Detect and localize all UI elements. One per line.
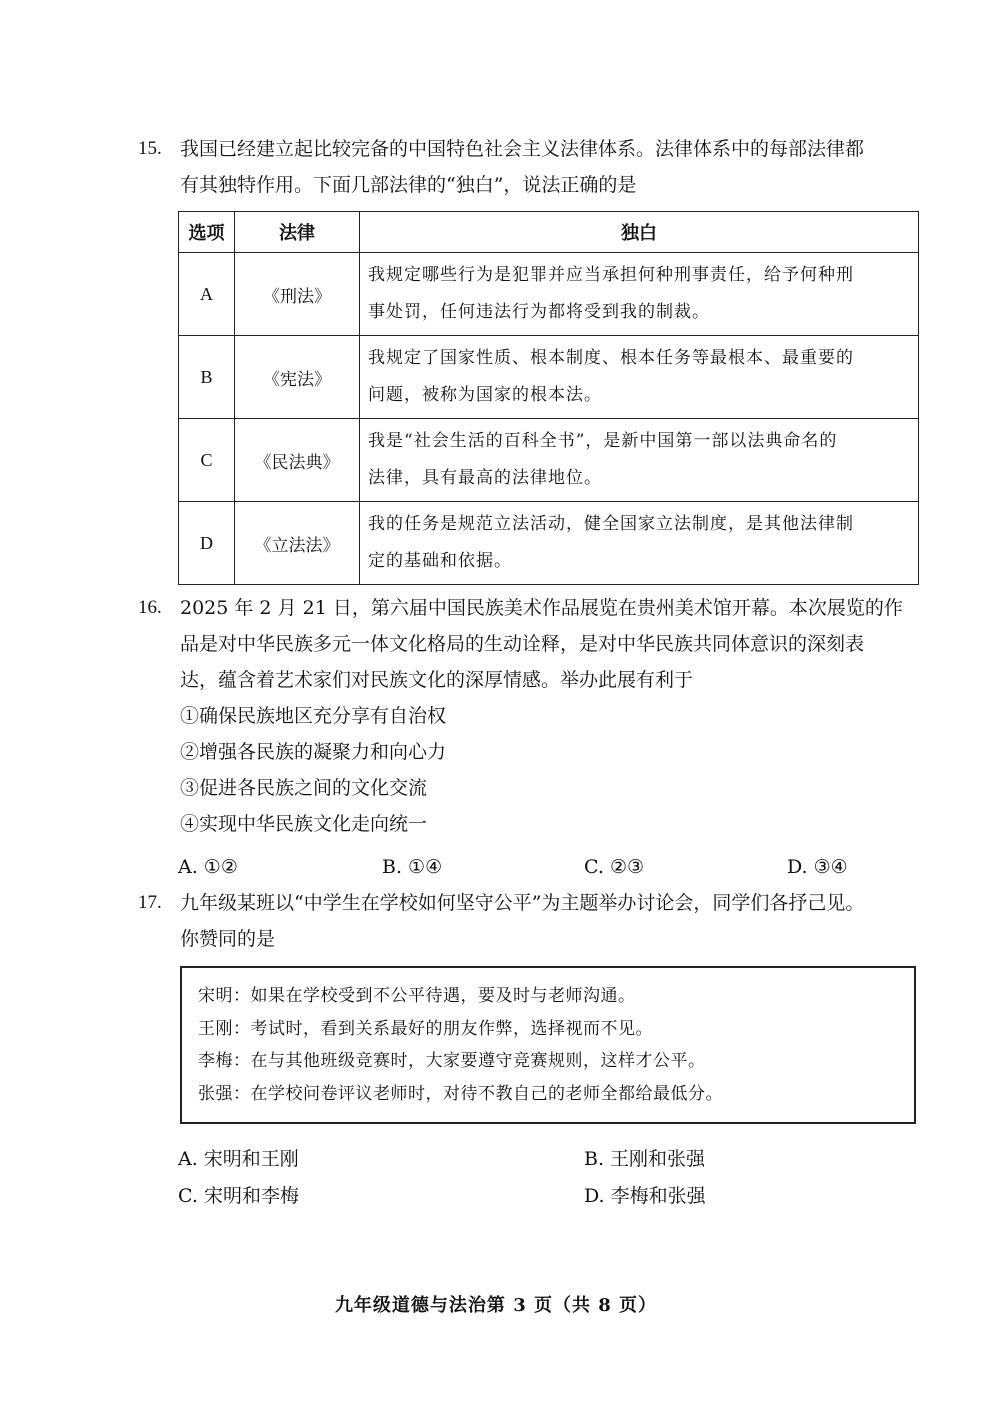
- monologue-line: 定的基础和依据。: [368, 551, 512, 571]
- monologue-line: 我规定了国家性质、根本制度、根本任务等最根本、最重要的: [368, 348, 854, 368]
- law-cell: 《刑法》: [235, 253, 360, 336]
- answer-option: B. 王刚和张强: [584, 1148, 706, 1170]
- table-row: [179, 253, 919, 336]
- column-header: 法律: [235, 212, 360, 253]
- table-row: [179, 336, 919, 419]
- question-text-line: 达，蕴含着艺术家们对民族文化的深厚情感。举办此展有利于: [180, 669, 694, 691]
- statement-item: ③促进各民族之间的文化交流: [180, 777, 428, 799]
- question-15: [138, 131, 920, 203]
- column-header: 独白: [360, 212, 919, 253]
- answer-option: D. 李梅和张强: [584, 1185, 706, 1207]
- law-cell: 《宪法》: [235, 336, 360, 419]
- question-text-line: 品是对中华民族多元一体文化格局的生动诠释，是对中华民族共同体意识的深刻表: [180, 633, 865, 655]
- monologue-cell: [360, 419, 919, 502]
- option-cell: A: [179, 253, 235, 336]
- question-text-line: 有其独特作用。下面几部法律的“独白”，说法正确的是: [180, 174, 637, 196]
- discussion-line: 宋明：如果在学校受到不公平待遇，要及时与老师沟通。: [198, 986, 636, 1006]
- answer-option: A. ①②: [178, 856, 238, 878]
- question-number: 17.: [138, 892, 162, 913]
- option-cell: B: [179, 336, 235, 419]
- answer-option: C. ②③: [584, 856, 645, 878]
- law-cell: 《民法典》: [235, 419, 360, 502]
- law-table: [178, 211, 919, 585]
- monologue-line: 法律，具有最高的法律地位。: [368, 468, 602, 488]
- monologue-cell: [360, 502, 919, 585]
- monologue-line: 我的任务是规范立法活动，健全国家立法制度，是其他法律制: [368, 514, 854, 534]
- answer-option: A. 宋明和王刚: [178, 1148, 299, 1170]
- table-row: [179, 419, 919, 502]
- monologue-line: 我规定哪些行为是犯罪并应当承担何种刑事责任，给予何种刑: [368, 265, 854, 285]
- monologue-line: 我是“社会生活的百科全书”，是新中国第一部以法典命名的: [368, 431, 838, 451]
- monologue-line: 事处罚，任何违法行为都将受到我的制裁。: [368, 302, 710, 322]
- question-number: 15.: [138, 138, 162, 159]
- question-16: [138, 590, 920, 842]
- question-text-line: 九年级某班以“中学生在学校如何坚守公平”为主题举办讨论会，同学们各抒己见。: [180, 892, 865, 914]
- question-text-line: 我国已经建立起比较完备的中国特色社会主义法律体系。法律体系中的每部法律都: [180, 138, 865, 160]
- statement-item: ①确保民族地区充分享有自治权: [180, 705, 447, 727]
- question-17: [138, 885, 920, 957]
- answer-option: D. ③④: [787, 856, 848, 878]
- answer-option: C. 宋明和李梅: [178, 1185, 299, 1207]
- discussion-line: 李梅：在与其他班级竞赛时，大家要遵守竞赛规则，这样才公平。: [198, 1051, 706, 1071]
- page-footer: 九年级道德与法治第 3 页（共 8 页）: [334, 1295, 658, 1316]
- question-text-line: 你赞同的是: [180, 928, 276, 950]
- table-row: [179, 502, 919, 585]
- answer-option: B. ①④: [382, 856, 443, 878]
- statement-item: ②增强各民族的凝聚力和向心力: [180, 741, 447, 763]
- statement-item: ④实现中华民族文化走向统一: [180, 813, 428, 835]
- question-number: 16.: [138, 597, 162, 618]
- discussion-box: [180, 966, 916, 1124]
- monologue-cell: [360, 336, 919, 419]
- law-cell: 《立法法》: [235, 502, 360, 585]
- discussion-line: 王刚：考试时，看到关系最好的朋友作弊，选择视而不见。: [198, 1018, 653, 1039]
- column-header: 选项: [179, 212, 235, 253]
- monologue-line: 问题，被称为国家的根本法。: [368, 385, 602, 405]
- option-cell: D: [179, 502, 235, 585]
- option-cell: C: [179, 419, 235, 502]
- discussion-line: 张强：在学校问卷评议老师时，对待不教自己的老师全都给最低分。: [198, 1083, 723, 1104]
- monologue-cell: [360, 253, 919, 336]
- question-text-line: 2025 年 2 月 21 日，第六届中国民族美术作品展览在贵州美术馆开幕。本次展览的作: [180, 597, 903, 619]
- table-header-row: [179, 212, 919, 253]
